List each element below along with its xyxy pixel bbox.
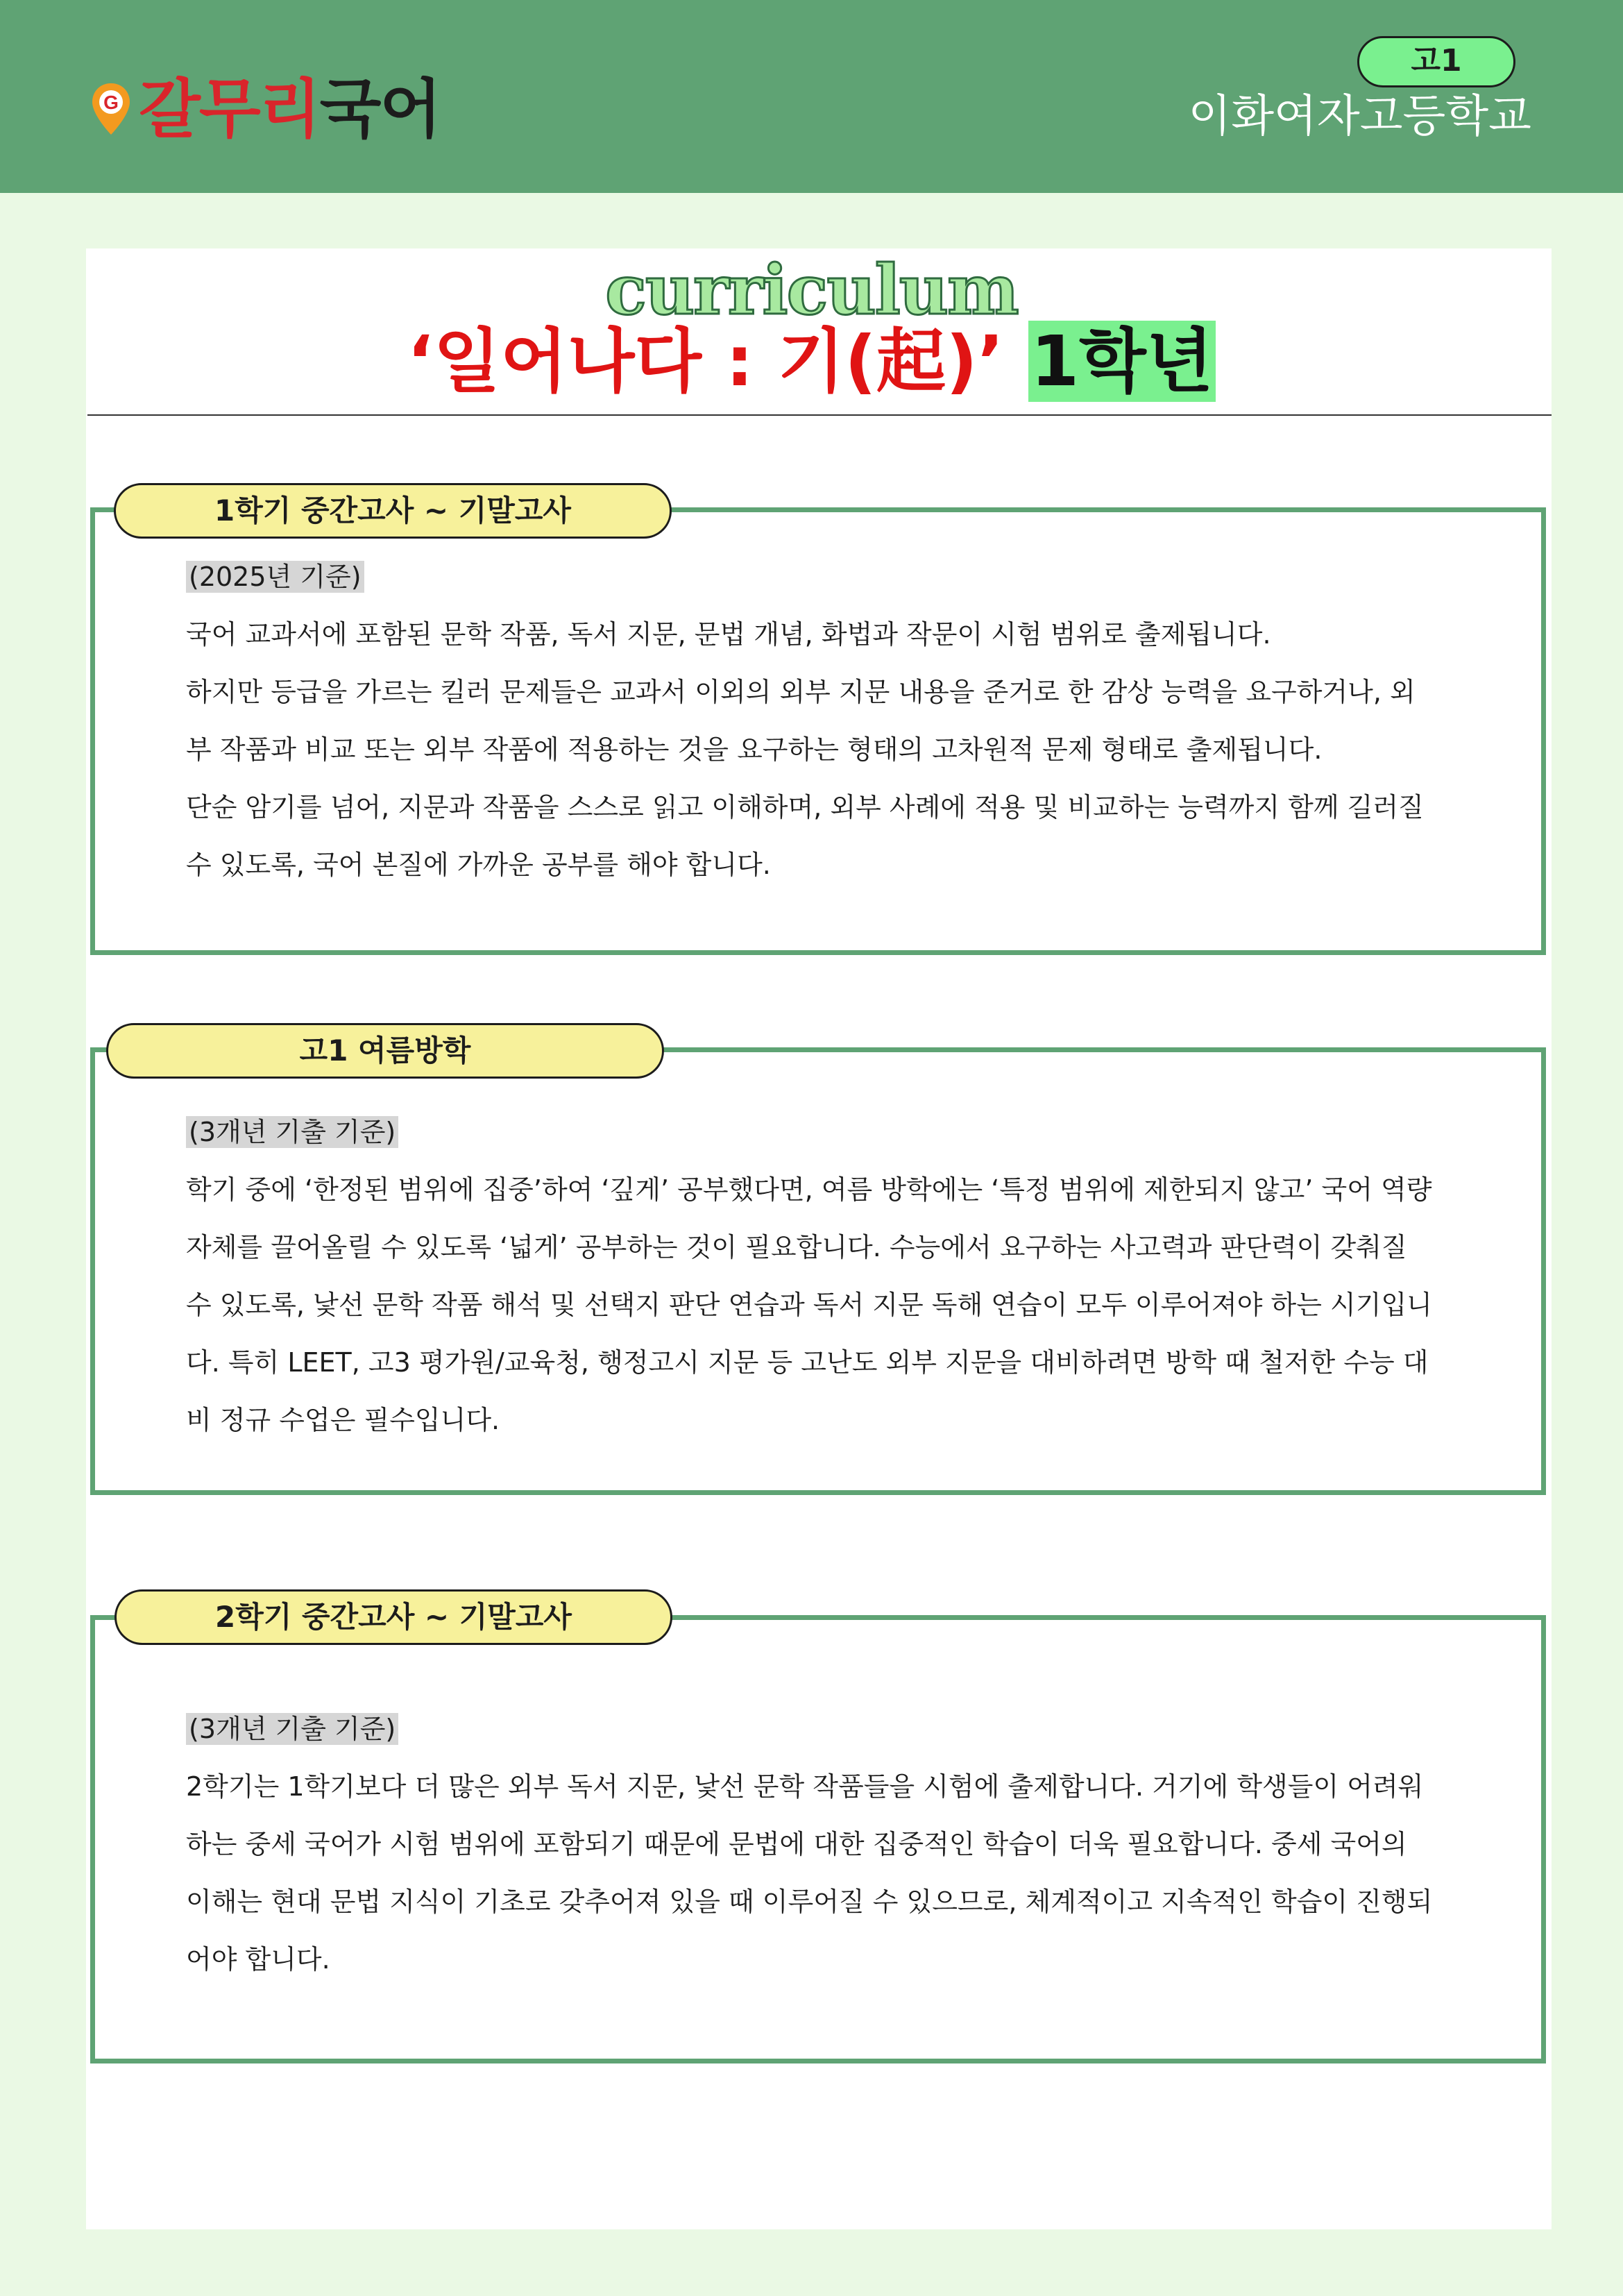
section-body-semester1	[186, 548, 1435, 894]
section-paragraph: 국어 교과서에 포함된 문학 작품, 독서 지문, 문법 개념, 화법과 작문이 시험 범위로 출제됩니다.	[186, 619, 1271, 650]
page-title	[0, 318, 1623, 405]
tab-connector	[90, 1047, 95, 1075]
section-tab-semester2: 2학기 중간고사 ~ 기말고사	[114, 1589, 672, 1645]
tab-connector	[90, 507, 95, 535]
section-body-summer	[186, 1104, 1435, 1449]
brand-logo[interactable]	[90, 72, 441, 146]
header-bar	[0, 0, 1623, 193]
brand-name	[139, 72, 441, 146]
section-paragraph: 하지만 등급을 가르는 킬러 문제들은 교과서 이외의 외부 지문 내용을 준거로 한 감상 능력을 요구하거나, 외부 작품과 비교 또는 외부 작품에 적용하는 것을 요구하는 형태의 고차원적 문제 형태로 출제됩니다.	[186, 677, 1416, 765]
brand-name-red: 갈무리	[139, 72, 320, 146]
section-tag: (3개년 기출 기준)	[186, 1700, 1435, 1758]
section-paragraph: 학기 중에 ‘한정된 범위에 집중’하여 ‘깊게’ 공부했다면, 여름 방학에는 ‘특정 범위에 제한되지 않고’ 국어 역량 자체를 끌어올릴 수 있도록 ‘넓게’ 공부하는 것이 필요합니다. 수능에서 요구하는 사고력과 판단력이 갖춰질 수 있도록, 낯선 문학 작품 해석 및 선택지 판단 연습과 독서 지문 독해 연습이 모두 이루어져야 하는 시기입니다. 특히 LEET, 고3 평가원/교육청, 행정고시 지문 등 고난도 외부 지문을 대비하려면 방학 때 철저한 수능 대비 정규 수업은 필수입니다.	[186, 1174, 1432, 1435]
location-pin-g-icon	[90, 82, 132, 137]
svg-text:G: G	[103, 92, 119, 113]
title-divider	[87, 414, 1552, 416]
section-tab-semester1: 1학기 중간고사 ~ 기말고사	[114, 483, 672, 539]
section-tag: (3개년 기출 기준)	[186, 1104, 1435, 1161]
school-name: 이화여자고등학교	[1188, 91, 1531, 142]
section-paragraph: 단순 암기를 넘어, 지문과 작품을 스스로 읽고 이해하며, 외부 사례에 적용 및 비교하는 능력까지 함께 길러질 수 있도록, 국어 본질에 가까운 공부를 해야 합니다.	[186, 792, 1424, 880]
tab-connector	[90, 1615, 95, 1643]
section-tag: (2025년 기준)	[186, 548, 1435, 606]
grade-badge: 고1	[1357, 36, 1515, 87]
section-paragraph: 2학기는 1학기보다 더 많은 외부 독서 지문, 낯선 문학 작품들을 시험에 출제합니다. 거기에 학생들이 어려워하는 중세 국어가 시험 범위에 포함되기 때문에 문법에 대한 집중적인 학습이 더욱 필요합니다. 중세 국어의 이해는 현대 문법 지식이 기초로 갖추어져 있을 때 이루어질 수 있으므로, 체계적이고 지속적인 학습이 진행되어야 합니다.	[186, 1771, 1433, 1975]
page-title-main: ‘일어나다 : 기(起)’	[407, 321, 1004, 402]
brand-name-dark: 국어	[319, 72, 441, 146]
page-title-grade: 1학년	[1028, 321, 1216, 402]
section-body-semester2	[186, 1700, 1435, 1989]
section-tab-summer: 고1 여름방학	[106, 1023, 664, 1079]
curriculum-heading: curriculum	[605, 251, 1018, 330]
